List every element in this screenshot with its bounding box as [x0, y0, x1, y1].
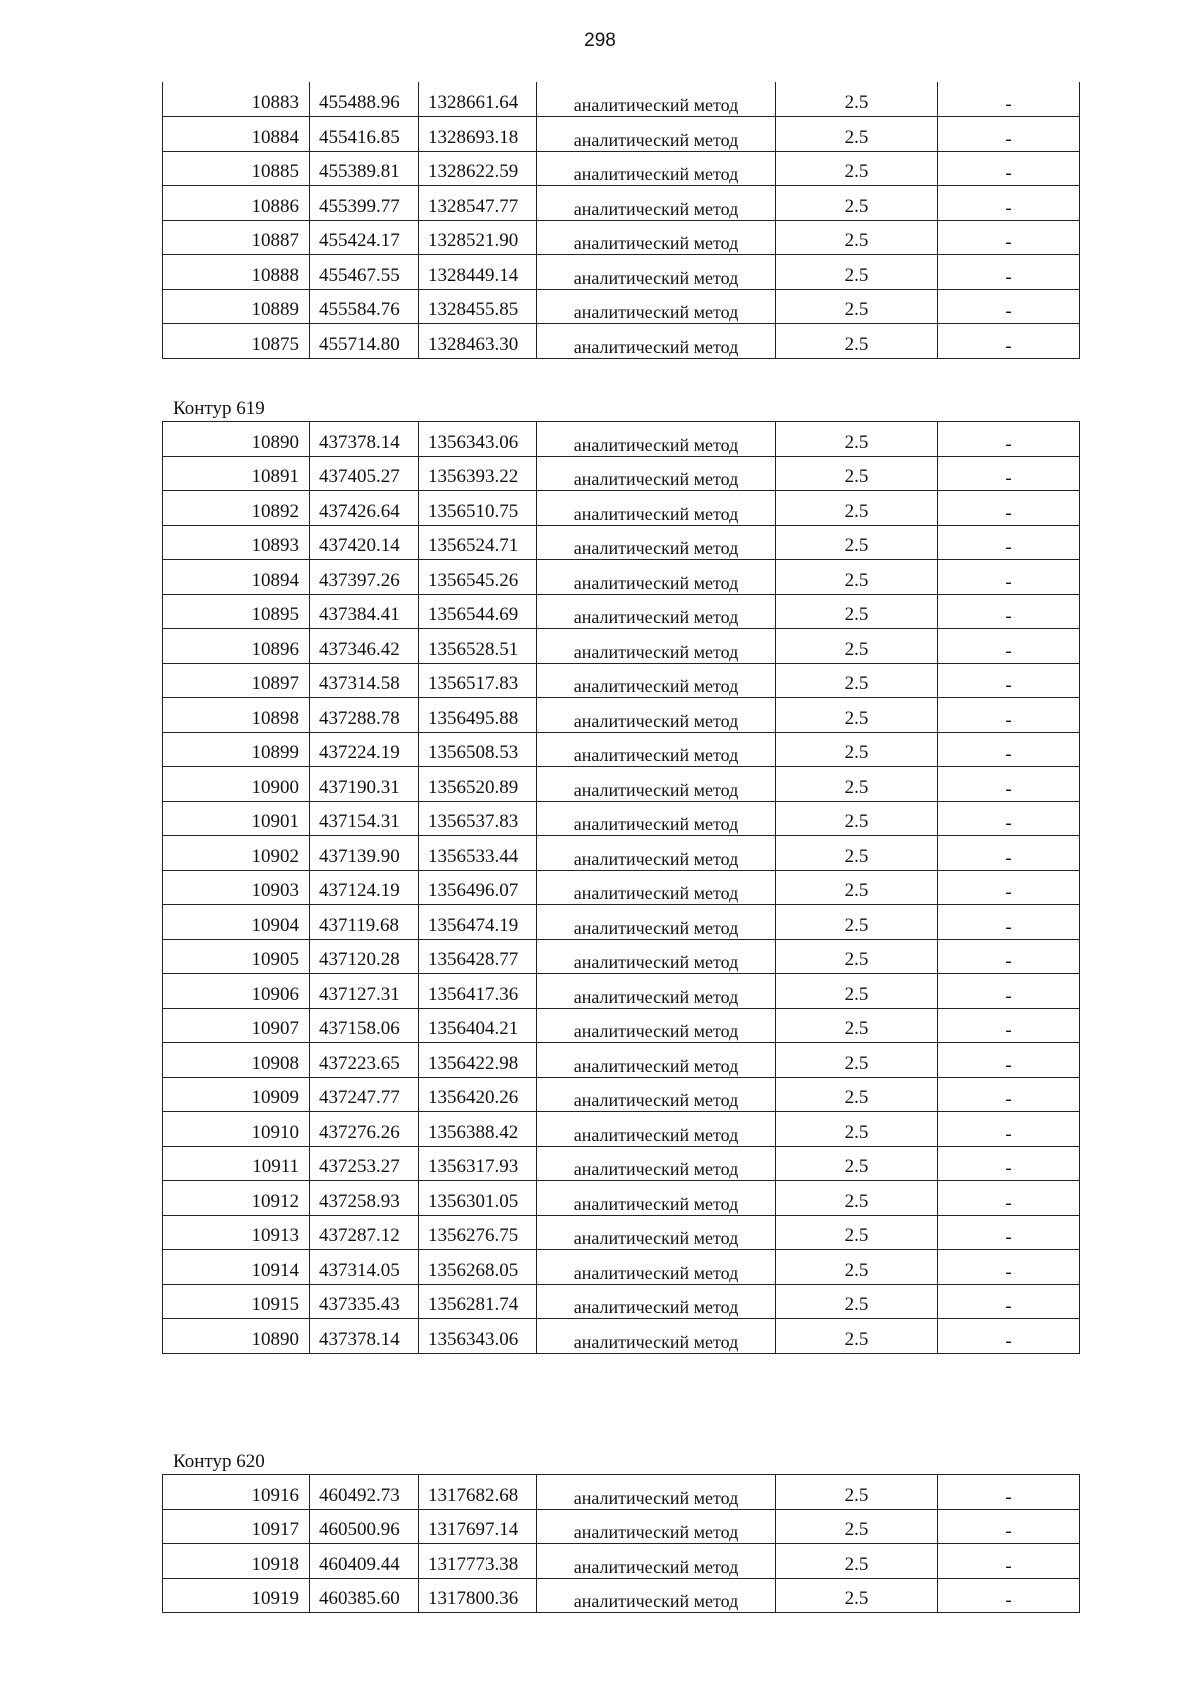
method-cell: аналитический метод [537, 663, 776, 698]
method-cell: аналитический метод [537, 939, 776, 974]
point-number-cell: 10883 [163, 82, 310, 117]
method-cell: аналитический метод [537, 422, 776, 457]
coordinate-table [162, 82, 1080, 359]
description-cell: - [938, 151, 1080, 186]
point-number-cell: 10912 [163, 1181, 310, 1216]
point-number-cell: 10885 [163, 151, 310, 186]
accuracy-cell: 2.5 [776, 1181, 938, 1216]
y-coordinate-cell: 1356537.83 [419, 801, 537, 836]
point-number-cell: 10910 [163, 1112, 310, 1147]
point-number-cell: 10918 [163, 1544, 310, 1579]
method-cell: аналитический метод [537, 456, 776, 491]
point-number-cell: 10919 [163, 1578, 310, 1613]
accuracy-cell: 2.5 [776, 767, 938, 802]
x-coordinate-cell: 437154.31 [310, 801, 419, 836]
y-coordinate-cell: 1356520.89 [419, 767, 537, 802]
method-cell: аналитический метод [537, 974, 776, 1009]
accuracy-cell: 2.5 [776, 255, 938, 290]
table-row [163, 1475, 1080, 1510]
x-coordinate-cell: 437258.93 [310, 1181, 419, 1216]
x-coordinate-cell: 437420.14 [310, 525, 419, 560]
accuracy-cell: 2.5 [776, 974, 938, 1009]
table-row [163, 1146, 1080, 1181]
method-cell: аналитический метод [537, 1043, 776, 1078]
accuracy-cell: 2.5 [776, 151, 938, 186]
accuracy-cell: 2.5 [776, 1043, 938, 1078]
point-number-cell: 10913 [163, 1215, 310, 1250]
point-number-cell: 10916 [163, 1475, 310, 1510]
table-row [163, 594, 1080, 629]
point-number-cell: 10891 [163, 456, 310, 491]
y-coordinate-cell: 1356404.21 [419, 1008, 537, 1043]
coordinate-section-contour-620 [162, 1474, 1079, 1613]
y-coordinate-cell: 1356528.51 [419, 629, 537, 664]
description-cell: - [938, 1578, 1080, 1613]
method-cell: аналитический метод [537, 1112, 776, 1147]
description-cell: - [938, 289, 1080, 324]
table-row [163, 491, 1080, 526]
description-cell: - [938, 1008, 1080, 1043]
point-number-cell: 10901 [163, 801, 310, 836]
description-cell: - [938, 594, 1080, 629]
point-number-cell: 10911 [163, 1146, 310, 1181]
description-cell: - [938, 1077, 1080, 1112]
method-cell: аналитический метод [537, 870, 776, 905]
method-cell: аналитический метод [537, 1475, 776, 1510]
x-coordinate-cell: 455399.77 [310, 186, 419, 221]
y-coordinate-cell: 1356317.93 [419, 1146, 537, 1181]
method-cell: аналитический метод [537, 1284, 776, 1319]
contour-title: Контур 620 [173, 1451, 265, 1472]
method-cell: аналитический метод [537, 1544, 776, 1579]
method-cell: аналитический метод [537, 698, 776, 733]
table-row [163, 324, 1080, 359]
method-cell: аналитический метод [537, 594, 776, 629]
table-row [163, 1215, 1080, 1250]
y-coordinate-cell: 1328622.59 [419, 151, 537, 186]
x-coordinate-cell: 455488.96 [310, 82, 419, 117]
coordinate-section-contour-619 [162, 421, 1079, 1354]
method-cell: аналитический метод [537, 289, 776, 324]
coordinate-table [162, 421, 1080, 1354]
description-cell: - [938, 525, 1080, 560]
description-cell: - [938, 1181, 1080, 1216]
y-coordinate-cell: 1328449.14 [419, 255, 537, 290]
y-coordinate-cell: 1356301.05 [419, 1181, 537, 1216]
y-coordinate-cell: 1356495.88 [419, 698, 537, 733]
y-coordinate-cell: 1356388.42 [419, 1112, 537, 1147]
y-coordinate-cell: 1317697.14 [419, 1509, 537, 1544]
y-coordinate-cell: 1356510.75 [419, 491, 537, 526]
description-cell: - [938, 422, 1080, 457]
point-number-cell: 10893 [163, 525, 310, 560]
y-coordinate-cell: 1356474.19 [419, 905, 537, 940]
y-coordinate-cell: 1317773.38 [419, 1544, 537, 1579]
description-cell: - [938, 939, 1080, 974]
x-coordinate-cell: 437224.19 [310, 732, 419, 767]
y-coordinate-cell: 1356393.22 [419, 456, 537, 491]
accuracy-cell: 2.5 [776, 1250, 938, 1285]
y-coordinate-cell: 1356281.74 [419, 1284, 537, 1319]
x-coordinate-cell: 437378.14 [310, 422, 419, 457]
table-row [163, 1284, 1080, 1319]
description-cell: - [938, 255, 1080, 290]
table-row [163, 1008, 1080, 1043]
accuracy-cell: 2.5 [776, 663, 938, 698]
x-coordinate-cell: 437119.68 [310, 905, 419, 940]
x-coordinate-cell: 455584.76 [310, 289, 419, 324]
y-coordinate-cell: 1356524.71 [419, 525, 537, 560]
y-coordinate-cell: 1356517.83 [419, 663, 537, 698]
y-coordinate-cell: 1328521.90 [419, 220, 537, 255]
point-number-cell: 10890 [163, 1319, 310, 1354]
accuracy-cell: 2.5 [776, 1008, 938, 1043]
description-cell: - [938, 698, 1080, 733]
table-row [163, 1043, 1080, 1078]
table-row [163, 525, 1080, 560]
y-coordinate-cell: 1328693.18 [419, 117, 537, 152]
method-cell: аналитический метод [537, 151, 776, 186]
y-coordinate-cell: 1356533.44 [419, 836, 537, 871]
accuracy-cell: 2.5 [776, 1475, 938, 1510]
accuracy-cell: 2.5 [776, 560, 938, 595]
method-cell: аналитический метод [537, 629, 776, 664]
description-cell: - [938, 1215, 1080, 1250]
point-number-cell: 10905 [163, 939, 310, 974]
x-coordinate-cell: 455714.80 [310, 324, 419, 359]
method-cell: аналитический метод [537, 767, 776, 802]
point-number-cell: 10889 [163, 289, 310, 324]
point-number-cell: 10892 [163, 491, 310, 526]
point-number-cell: 10887 [163, 220, 310, 255]
y-coordinate-cell: 1328455.85 [419, 289, 537, 324]
point-number-cell: 10902 [163, 836, 310, 871]
method-cell: аналитический метод [537, 186, 776, 221]
description-cell: - [938, 117, 1080, 152]
coordinate-table [162, 1474, 1080, 1613]
table-row [163, 1181, 1080, 1216]
point-number-cell: 10884 [163, 117, 310, 152]
method-cell: аналитический метод [537, 1319, 776, 1354]
x-coordinate-cell: 455389.81 [310, 151, 419, 186]
x-coordinate-cell: 437426.64 [310, 491, 419, 526]
y-coordinate-cell: 1328547.77 [419, 186, 537, 221]
method-cell: аналитический метод [537, 324, 776, 359]
x-coordinate-cell: 437158.06 [310, 1008, 419, 1043]
description-cell: - [938, 491, 1080, 526]
method-cell: аналитический метод [537, 82, 776, 117]
method-cell: аналитический метод [537, 1578, 776, 1613]
y-coordinate-cell: 1317682.68 [419, 1475, 537, 1510]
method-cell: аналитический метод [537, 1509, 776, 1544]
y-coordinate-cell: 1328661.64 [419, 82, 537, 117]
contour-title: Контур 619 [173, 398, 265, 419]
description-cell: - [938, 1509, 1080, 1544]
method-cell: аналитический метод [537, 1250, 776, 1285]
table-row [163, 255, 1080, 290]
accuracy-cell: 2.5 [776, 525, 938, 560]
x-coordinate-cell: 437384.41 [310, 594, 419, 629]
y-coordinate-cell: 1356545.26 [419, 560, 537, 595]
y-coordinate-cell: 1356422.98 [419, 1043, 537, 1078]
method-cell: аналитический метод [537, 905, 776, 940]
table-row [163, 870, 1080, 905]
accuracy-cell: 2.5 [776, 698, 938, 733]
table-row [163, 801, 1080, 836]
accuracy-cell: 2.5 [776, 801, 938, 836]
description-cell: - [938, 1284, 1080, 1319]
accuracy-cell: 2.5 [776, 1215, 938, 1250]
coordinate-section-continued [162, 82, 1079, 359]
method-cell: аналитический метод [537, 732, 776, 767]
point-number-cell: 10890 [163, 422, 310, 457]
point-number-cell: 10903 [163, 870, 310, 905]
table-row [163, 1250, 1080, 1285]
table-row [163, 117, 1080, 152]
x-coordinate-cell: 437405.27 [310, 456, 419, 491]
accuracy-cell: 2.5 [776, 186, 938, 221]
accuracy-cell: 2.5 [776, 289, 938, 324]
description-cell: - [938, 629, 1080, 664]
method-cell: аналитический метод [537, 491, 776, 526]
accuracy-cell: 2.5 [776, 220, 938, 255]
table-row [163, 974, 1080, 1009]
y-coordinate-cell: 1356343.06 [419, 1319, 537, 1354]
y-coordinate-cell: 1356508.53 [419, 732, 537, 767]
point-number-cell: 10888 [163, 255, 310, 290]
table-row [163, 663, 1080, 698]
accuracy-cell: 2.5 [776, 117, 938, 152]
x-coordinate-cell: 437247.77 [310, 1077, 419, 1112]
method-cell: аналитический метод [537, 801, 776, 836]
x-coordinate-cell: 460409.44 [310, 1544, 419, 1579]
y-coordinate-cell: 1356496.07 [419, 870, 537, 905]
table-row [163, 1544, 1080, 1579]
description-cell: - [938, 1319, 1080, 1354]
description-cell: - [938, 905, 1080, 940]
method-cell: аналитический метод [537, 560, 776, 595]
x-coordinate-cell: 437288.78 [310, 698, 419, 733]
table-row [163, 422, 1080, 457]
description-cell: - [938, 82, 1080, 117]
x-coordinate-cell: 460500.96 [310, 1509, 419, 1544]
table-row [163, 629, 1080, 664]
x-coordinate-cell: 437190.31 [310, 767, 419, 802]
point-number-cell: 10894 [163, 560, 310, 595]
method-cell: аналитический метод [537, 117, 776, 152]
table-row [163, 289, 1080, 324]
description-cell: - [938, 801, 1080, 836]
x-coordinate-cell: 455424.17 [310, 220, 419, 255]
accuracy-cell: 2.5 [776, 1509, 938, 1544]
accuracy-cell: 2.5 [776, 594, 938, 629]
table-row [163, 1509, 1080, 1544]
description-cell: - [938, 1544, 1080, 1579]
x-coordinate-cell: 437378.14 [310, 1319, 419, 1354]
x-coordinate-cell: 437314.05 [310, 1250, 419, 1285]
point-number-cell: 10904 [163, 905, 310, 940]
point-number-cell: 10908 [163, 1043, 310, 1078]
accuracy-cell: 2.5 [776, 870, 938, 905]
method-cell: аналитический метод [537, 1181, 776, 1216]
table-row [163, 151, 1080, 186]
description-cell: - [938, 663, 1080, 698]
description-cell: - [938, 767, 1080, 802]
point-number-cell: 10899 [163, 732, 310, 767]
description-cell: - [938, 836, 1080, 871]
x-coordinate-cell: 437127.31 [310, 974, 419, 1009]
method-cell: аналитический метод [537, 220, 776, 255]
method-cell: аналитический метод [537, 1077, 776, 1112]
y-coordinate-cell: 1317800.36 [419, 1578, 537, 1613]
accuracy-cell: 2.5 [776, 1284, 938, 1319]
description-cell: - [938, 1146, 1080, 1181]
x-coordinate-cell: 437335.43 [310, 1284, 419, 1319]
y-coordinate-cell: 1328463.30 [419, 324, 537, 359]
x-coordinate-cell: 460492.73 [310, 1475, 419, 1510]
point-number-cell: 10875 [163, 324, 310, 359]
method-cell: аналитический метод [537, 525, 776, 560]
x-coordinate-cell: 437223.65 [310, 1043, 419, 1078]
method-cell: аналитический метод [537, 836, 776, 871]
method-cell: аналитический метод [537, 1146, 776, 1181]
method-cell: аналитический метод [537, 1215, 776, 1250]
table-row [163, 456, 1080, 491]
description-cell: - [938, 456, 1080, 491]
method-cell: аналитический метод [537, 255, 776, 290]
accuracy-cell: 2.5 [776, 732, 938, 767]
table-row [163, 560, 1080, 595]
table-row [163, 905, 1080, 940]
point-number-cell: 10886 [163, 186, 310, 221]
description-cell: - [938, 974, 1080, 1009]
point-number-cell: 10898 [163, 698, 310, 733]
accuracy-cell: 2.5 [776, 1077, 938, 1112]
description-cell: - [938, 1043, 1080, 1078]
page-number: 298 [584, 30, 616, 51]
point-number-cell: 10896 [163, 629, 310, 664]
description-cell: - [938, 732, 1080, 767]
accuracy-cell: 2.5 [776, 82, 938, 117]
point-number-cell: 10906 [163, 974, 310, 1009]
table-row [163, 1319, 1080, 1354]
accuracy-cell: 2.5 [776, 456, 938, 491]
description-cell: - [938, 560, 1080, 595]
table-row [163, 939, 1080, 974]
x-coordinate-cell: 437253.27 [310, 1146, 419, 1181]
x-coordinate-cell: 437397.26 [310, 560, 419, 595]
x-coordinate-cell: 460385.60 [310, 1578, 419, 1613]
description-cell: - [938, 1475, 1080, 1510]
description-cell: - [938, 186, 1080, 221]
y-coordinate-cell: 1356268.05 [419, 1250, 537, 1285]
table-row [163, 1112, 1080, 1147]
accuracy-cell: 2.5 [776, 1112, 938, 1147]
table-row [163, 220, 1080, 255]
table-row [163, 1077, 1080, 1112]
table-row [163, 698, 1080, 733]
table-row [163, 732, 1080, 767]
table-row [163, 836, 1080, 871]
point-number-cell: 10907 [163, 1008, 310, 1043]
point-number-cell: 10895 [163, 594, 310, 629]
point-number-cell: 10915 [163, 1284, 310, 1319]
accuracy-cell: 2.5 [776, 324, 938, 359]
y-coordinate-cell: 1356276.75 [419, 1215, 537, 1250]
y-coordinate-cell: 1356428.77 [419, 939, 537, 974]
table-row [163, 82, 1080, 117]
y-coordinate-cell: 1356343.06 [419, 422, 537, 457]
x-coordinate-cell: 455467.55 [310, 255, 419, 290]
description-cell: - [938, 1250, 1080, 1285]
x-coordinate-cell: 437120.28 [310, 939, 419, 974]
x-coordinate-cell: 437139.90 [310, 836, 419, 871]
accuracy-cell: 2.5 [776, 422, 938, 457]
accuracy-cell: 2.5 [776, 939, 938, 974]
method-cell: аналитический метод [537, 1008, 776, 1043]
table-row [163, 767, 1080, 802]
x-coordinate-cell: 455416.85 [310, 117, 419, 152]
x-coordinate-cell: 437314.58 [310, 663, 419, 698]
accuracy-cell: 2.5 [776, 1544, 938, 1579]
accuracy-cell: 2.5 [776, 1578, 938, 1613]
y-coordinate-cell: 1356420.26 [419, 1077, 537, 1112]
point-number-cell: 10900 [163, 767, 310, 802]
point-number-cell: 10909 [163, 1077, 310, 1112]
x-coordinate-cell: 437276.26 [310, 1112, 419, 1147]
description-cell: - [938, 870, 1080, 905]
point-number-cell: 10917 [163, 1509, 310, 1544]
point-number-cell: 10897 [163, 663, 310, 698]
description-cell: - [938, 220, 1080, 255]
table-row [163, 186, 1080, 221]
accuracy-cell: 2.5 [776, 836, 938, 871]
x-coordinate-cell: 437124.19 [310, 870, 419, 905]
accuracy-cell: 2.5 [776, 905, 938, 940]
x-coordinate-cell: 437346.42 [310, 629, 419, 664]
accuracy-cell: 2.5 [776, 1146, 938, 1181]
x-coordinate-cell: 437287.12 [310, 1215, 419, 1250]
point-number-cell: 10914 [163, 1250, 310, 1285]
table-row [163, 1578, 1080, 1613]
description-cell: - [938, 1112, 1080, 1147]
y-coordinate-cell: 1356544.69 [419, 594, 537, 629]
accuracy-cell: 2.5 [776, 491, 938, 526]
accuracy-cell: 2.5 [776, 629, 938, 664]
y-coordinate-cell: 1356417.36 [419, 974, 537, 1009]
description-cell: - [938, 324, 1080, 359]
accuracy-cell: 2.5 [776, 1319, 938, 1354]
